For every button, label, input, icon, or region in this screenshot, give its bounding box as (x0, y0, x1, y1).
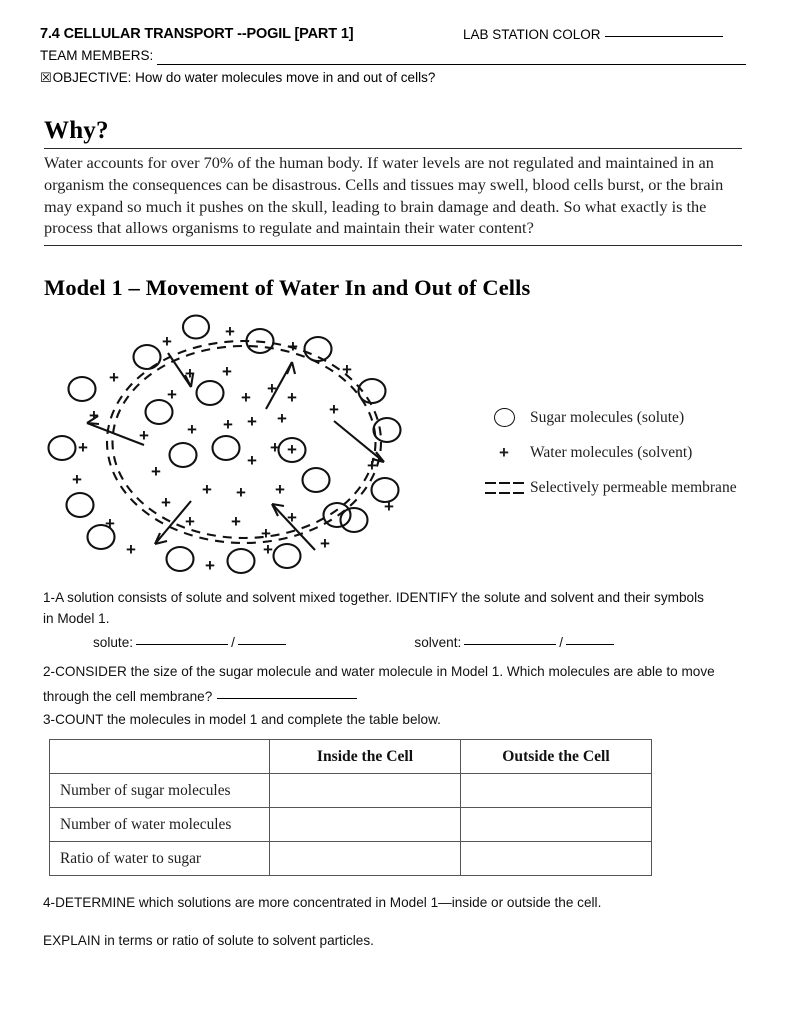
why-heading: Why? (44, 117, 109, 144)
solute-name-blank[interactable] (136, 644, 228, 645)
svg-text:+: + (109, 368, 119, 387)
solvent-label: solvent: (414, 635, 462, 651)
question-2-answer-blank[interactable] (217, 698, 357, 699)
question-3: 3-COUNT the molecules in model 1 and complete the table below. (43, 712, 441, 727)
sugar-molecule-group (49, 316, 401, 574)
svg-text:+: + (231, 512, 241, 531)
table-header-inside: Inside the Cell (270, 740, 461, 774)
svg-text:+: + (275, 480, 285, 499)
svg-text:+: + (78, 438, 88, 457)
svg-text:+: + (287, 440, 297, 459)
svg-text:+: + (267, 379, 277, 398)
question-4: 4-DETERMINE which solutions are more concentrated in Model 1—inside or outside the cell. (43, 895, 602, 910)
cell-ratio-inside[interactable] (270, 842, 461, 876)
svg-text:+: + (126, 540, 136, 559)
question-2-line-2 (43, 684, 715, 709)
legend-item-water (478, 435, 750, 470)
solute-symbol-blank[interactable] (238, 644, 286, 645)
team-members-blank[interactable] (157, 64, 746, 65)
table-header-outside: Outside the Cell (461, 740, 652, 774)
row-label-sugar: Number of sugar molecules (50, 774, 270, 808)
why-rule-bottom (44, 245, 742, 246)
svg-text:+: + (161, 493, 171, 512)
svg-text:+: + (270, 438, 280, 457)
svg-text:+: + (185, 512, 195, 531)
solvent-separator: / (559, 635, 564, 651)
diagram-legend (478, 400, 750, 505)
cell-sugar-inside[interactable] (270, 774, 461, 808)
cell-water-inside[interactable] (270, 808, 461, 842)
question-2-line-1: 2-CONSIDER the size of the sugar molecule and water molecule in Model 1. Which molecules are able to move (43, 664, 715, 679)
why-section (44, 118, 742, 246)
svg-text:+: + (277, 409, 287, 428)
row-label-water: Number of water molecules (50, 808, 270, 842)
svg-text:+: + (139, 426, 149, 445)
molecule-count-table (49, 739, 652, 876)
legend-item-membrane (478, 470, 750, 505)
row-label-ratio: Ratio of water to sugar (50, 842, 270, 876)
cell-ratio-outside[interactable] (461, 842, 652, 876)
solute-field (93, 633, 289, 654)
cell-water-outside[interactable] (461, 808, 652, 842)
svg-text:+: + (167, 385, 177, 404)
plus-icon: + (499, 443, 509, 462)
lab-station-color-field (463, 27, 723, 42)
svg-text:+: + (202, 480, 212, 499)
legend-item-sugar (478, 400, 750, 435)
model-1-heading: Model 1 – Movement of Water In and Out of Cells (44, 275, 531, 300)
svg-text:+: + (185, 364, 195, 383)
svg-text:+: + (320, 534, 330, 553)
lab-station-color-blank[interactable] (605, 36, 723, 37)
legend-label-water: Water molecules (solvent) (530, 443, 693, 461)
svg-text:+: + (247, 412, 257, 431)
svg-text:+: + (384, 497, 394, 516)
question-1-text: 1-A solution consists of solute and solvent mixed together. IDENTIFY the solute and solvent and their symbols in Model 1. (43, 590, 704, 626)
svg-text:+: + (241, 388, 251, 407)
table-header-row (50, 740, 652, 774)
cell-sugar-outside[interactable] (461, 774, 652, 808)
svg-text:+: + (223, 415, 233, 434)
svg-text:+: + (187, 420, 197, 439)
svg-text:+: + (236, 483, 246, 502)
table-header-corner (50, 740, 270, 774)
svg-text:+: + (247, 451, 257, 470)
membrane-inner-line (113, 346, 376, 538)
table-row (50, 842, 652, 876)
lab-station-color-label: LAB STATION COLOR (463, 27, 601, 42)
svg-text:+: + (287, 388, 297, 407)
solvent-name-blank[interactable] (464, 644, 556, 645)
legend-label-membrane: Selectively permeable membrane (530, 478, 737, 496)
question-2 (43, 659, 715, 709)
why-body-text: Water accounts for over 70% of the human body. If water levels are not regulated and maintained in an organism the consequences can be disastrous. Cells and tissues may swell, blood cells burst, or the brain may expand so much it pushes on the skull, leading to brain damage and death. So what exactly is the process that allows organisms to regulate and maintain their water content? (44, 153, 724, 238)
svg-text:+: + (225, 322, 235, 341)
svg-text:+: + (89, 406, 99, 425)
question-2-line-2-text: through the cell membrane? (43, 689, 213, 705)
team-members-label: TEAM MEMBERS: (40, 48, 154, 63)
objective-text: OBJECTIVE: How do water molecules move in and out of cells? (52, 70, 436, 85)
svg-text:+: + (288, 337, 298, 356)
page-title: 7.4 CELLULAR TRANSPORT --POGIL [PART 1] (40, 26, 354, 42)
svg-text:+: + (72, 470, 82, 489)
svg-text:+: + (367, 456, 377, 475)
circle-icon (478, 408, 530, 427)
svg-text:+: + (287, 508, 297, 527)
svg-text:+: + (342, 360, 352, 379)
question-1-answer-fields (93, 633, 715, 654)
solvent-field (414, 633, 617, 654)
membrane-icon (478, 482, 530, 494)
svg-text:+: + (329, 400, 339, 419)
question-1 (43, 588, 715, 654)
question-4-explain: EXPLAIN in terms or ratio of solute to solvent particles. (43, 933, 374, 948)
legend-label-sugar: Sugar molecules (solute) (530, 408, 685, 426)
page-header (40, 26, 746, 68)
svg-text:+: + (222, 362, 232, 381)
solute-label: solute: (93, 635, 134, 651)
svg-text:+: + (261, 524, 271, 543)
checkbox-x-icon: ☒ (40, 71, 52, 86)
table-row (50, 808, 652, 842)
svg-text:+: + (162, 332, 172, 351)
cell-diagram-svg (44, 305, 464, 580)
svg-text:+: + (151, 462, 161, 481)
solvent-symbol-blank[interactable] (566, 644, 614, 645)
svg-text:+: + (263, 540, 273, 559)
solute-separator: / (231, 635, 235, 651)
table-row (50, 774, 652, 808)
svg-text:+: + (205, 556, 215, 575)
objective-line (40, 70, 435, 86)
svg-text:+: + (105, 514, 115, 533)
why-rule-top (44, 148, 742, 149)
water-molecule-group (72, 322, 394, 575)
